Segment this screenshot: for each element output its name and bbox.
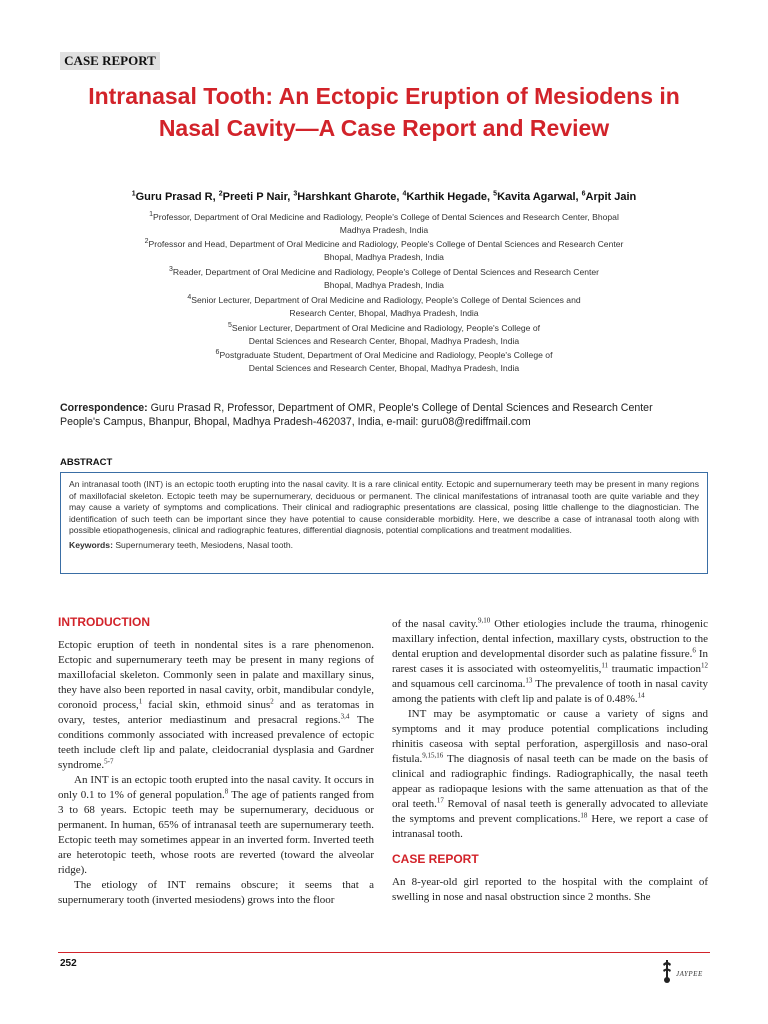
publisher-name: JAYPEE bbox=[676, 970, 703, 978]
author-superscript: 4 bbox=[402, 190, 407, 198]
affiliation-line2: Madhya Pradesh, India bbox=[339, 224, 429, 235]
paragraph-split: The etiology of INT remains obscure; it seems that a supernumerary tooth (inverted mesiodens) grows into the floor bbox=[58, 879, 374, 906]
author-superscript: 5 bbox=[493, 190, 498, 198]
affiliation-line1: Postgraduate Student, Department of Oral Medicine and Radiology, People's College of bbox=[219, 350, 553, 360]
affiliation-line2: Research Center, Bhopal, Madhya Pradesh, India bbox=[289, 307, 479, 318]
keywords-text: Supernumerary teeth, Mesiodens, Nasal tooth. bbox=[115, 539, 294, 550]
citation-superscript: 9,10 bbox=[478, 616, 491, 625]
author-superscript: 2 bbox=[218, 190, 223, 198]
correspondence bbox=[60, 402, 720, 429]
paragraph: INT may be asymptomatic or cause a variety of signs and symptoms and it may produce potential complications including rhinitis caseosa with septal perforation, aspergillosis and naso-oral fistula.$^{9,15,16}$ The diagnosis of nasal teeth can be made on the basis of clinical and radiographic findings. Radiographically, the nasal teeth appear as radiopaque lesions with the same attenuation as that of the oral teeth.$^{17}$ Removal of nasal teeth is generally advocated to alleviate the symptoms and prevent complications.$^{18}$ Here, we report a case of intranasal tooth. bbox=[392, 708, 709, 840]
affiliation-superscript: 6 bbox=[215, 349, 220, 357]
affiliation-line1: Professor and Head, Department of Oral Medicine and Radiology, People's College of Dental Sciences and Research Center bbox=[148, 239, 624, 249]
affiliation bbox=[80, 322, 688, 347]
affiliation bbox=[80, 294, 688, 319]
citation-superscript: 8 bbox=[224, 787, 229, 796]
abstract-text: An intranasal tooth (INT) is an ectopic tooth erupting into the nasal cavity. It is a rare clinical entity. Ectopic and supernumerary teeth may be present in many regions of maxillofacial skeleton. Ectopic teeth may be supernumerary, deciduous or permanent. The clinical manifestations of intranasal tooth are quite variable and they may cause a variety of symptoms and complications. Their clinical and radiographic presentations are classical, posing little challenge to the diagnostician. The identification of such teeth can be important since they have potential to cause considerable morbidity. Here, we describe a case of intranasal tooth along with possible etiopathogenesis, clinical and radiographic features, differential diagnosis, potential complications and treatment modalities. bbox=[69, 479, 699, 535]
citation-superscript: 2 bbox=[270, 697, 274, 706]
paragraph: Ectopic eruption of teeth in nondental sites is a rare phenomenon. Ectopic and supernumerary teeth may be present in many regions of maxillofacial skeleton. Commonly seen in palate and maxillary sinus, they have also been reported in nasal cavity, orbit, mandibular condyle, coronoid process,$^1$ facial skin, ethmoid sinus$^2$ and as teratomas in ovary, testes, anterior mediastinum and presacral regions.$^{3,4}$ The conditions commonly associated with increased prevalence of ectopic teeth include cleft lip and palate, cleidocranial dysplasia and Gardner syndrome.$^{5-7}$ bbox=[58, 639, 374, 771]
citation-superscript: 5-7 bbox=[104, 757, 114, 766]
paragraph: An INT is an ectopic tooth erupted into the nasal cavity. It occurs in only 0.1 to 1% of general population.$^8$ The age of patients ranged from 3 to 68 years. Ectopic teeth may be supernumerary, deciduous or permanent. In human, 65% of intranasal teeth are supernumerary teeth. Ectopic teeth may sometimes appear in an inverted form. Inverted teeth are heterotopic teeth, whose roots are reverted (toward the alveolar ridge). bbox=[58, 774, 374, 876]
affiliation bbox=[80, 238, 688, 263]
citation-superscript: 9,15,16 bbox=[422, 751, 444, 760]
affiliation-superscript: 3 bbox=[168, 266, 173, 274]
left-column bbox=[58, 615, 374, 908]
citation-superscript: 11 bbox=[601, 661, 609, 670]
section-tag: CASE REPORT bbox=[60, 52, 160, 70]
abstract-box bbox=[60, 472, 708, 574]
affiliation-line2: Bhopal, Madhya Pradesh, India bbox=[324, 251, 444, 262]
author-name: Karthik Hegade, bbox=[406, 191, 494, 203]
keywords-label: Keywords: bbox=[69, 539, 116, 550]
author-name: Guru Prasad R, bbox=[135, 191, 219, 203]
citation-superscript: 12 bbox=[701, 661, 708, 670]
affiliation-line2: Dental Sciences and Research Center, Bhopal, Madhya Pradesh, India bbox=[248, 335, 520, 346]
author-name: Kavita Agarwal, bbox=[497, 191, 582, 203]
citation-superscript: 3,4 bbox=[340, 712, 350, 721]
affiliation bbox=[80, 349, 688, 374]
affiliation-line1: Senior Lecturer, Department of Oral Medicine and Radiology, People's College of Dental Sciences and bbox=[191, 295, 581, 305]
article-title: Intranasal Tooth: An Ectopic Eruption of Mesiodens in Nasal Cavity—A Case Report and Review bbox=[88, 83, 680, 141]
affiliation-superscript: 2 bbox=[144, 238, 149, 246]
citation-superscript: 13 bbox=[525, 676, 533, 685]
affiliation-line1: Professor, Department of Oral Medicine and Radiology, People's College of Dental Sciences and Research Center, Bhopal bbox=[153, 212, 619, 222]
author-superscript: 1 bbox=[131, 190, 136, 198]
author-name: Arpit Jain bbox=[585, 191, 637, 203]
affiliation-superscript: 1 bbox=[149, 211, 154, 219]
correspondence-label: Correspondence: bbox=[60, 402, 151, 414]
citation-superscript: 1 bbox=[138, 697, 143, 706]
author-name: Preeti P Nair, bbox=[222, 191, 294, 203]
correspondence-line1: Guru Prasad R, Professor, Department of OMR, People's College of Dental Sciences and Research Center bbox=[150, 402, 653, 414]
abstract-heading: ABSTRACT bbox=[60, 457, 113, 468]
page-number: 252 bbox=[60, 958, 77, 969]
author-list bbox=[60, 190, 708, 204]
author-superscript: 3 bbox=[293, 190, 298, 198]
affiliation-line2: Bhopal, Madhya Pradesh, India bbox=[324, 279, 444, 290]
affiliation-line1: Reader, Department of Oral Medicine and Radiology, People's College of Dental Sciences and Research Center bbox=[172, 267, 600, 277]
paragraph: An 8-year-old girl reported to the hospital with the complaint of swelling in nose and nasal obstruction since 2 months. She bbox=[392, 876, 708, 903]
citation-superscript: 17 bbox=[436, 796, 444, 805]
affiliation-line2: Dental Sciences and Research Center, Bhopal, Madhya Pradesh, India bbox=[248, 362, 520, 373]
keywords bbox=[69, 540, 699, 552]
paragraph-continued: of the nasal cavity.$^{9,10}$ Other etiologies include the trauma, rhinogenic maxillary infection, dental infection, maxillary cysts, obstruction to the dental eruption and developmental disorder such as palatine fissure.$^6$ In rarest cases it is associated with osteomyelitis,$^{11}$ traumatic impaction$^{12}$ and squamous cell carcinoma.$^{13}$ The prevalence of tooth in nasal cavity among the patients with cleft lip and palate is of 0.48%.$^{14}$ bbox=[392, 616, 708, 705]
author-superscript: 6 bbox=[581, 190, 586, 198]
citation-superscript: 14 bbox=[637, 691, 645, 700]
author-name: Harshkant Gharote, bbox=[297, 191, 403, 203]
affiliation bbox=[80, 266, 688, 291]
affiliation-superscript: 4 bbox=[187, 294, 192, 302]
citation-superscript: 6 bbox=[692, 646, 696, 655]
case-report-heading: CASE REPORT bbox=[392, 852, 479, 866]
correspondence-line2: People's Campus, Bhanpur, Bhopal, Madhya Pradesh-462037, India, e-mail: guru08@rediffmail.com bbox=[60, 415, 531, 428]
footer-rule bbox=[58, 952, 710, 953]
affiliation-line1: Senior Lecturer, Department of Oral Medicine and Radiology, People's College of bbox=[231, 323, 541, 333]
affiliation bbox=[80, 211, 688, 236]
introduction-heading: INTRODUCTION bbox=[58, 615, 150, 629]
affiliation-superscript: 5 bbox=[227, 322, 232, 330]
right-column bbox=[392, 617, 708, 905]
citation-superscript: 18 bbox=[580, 811, 588, 820]
